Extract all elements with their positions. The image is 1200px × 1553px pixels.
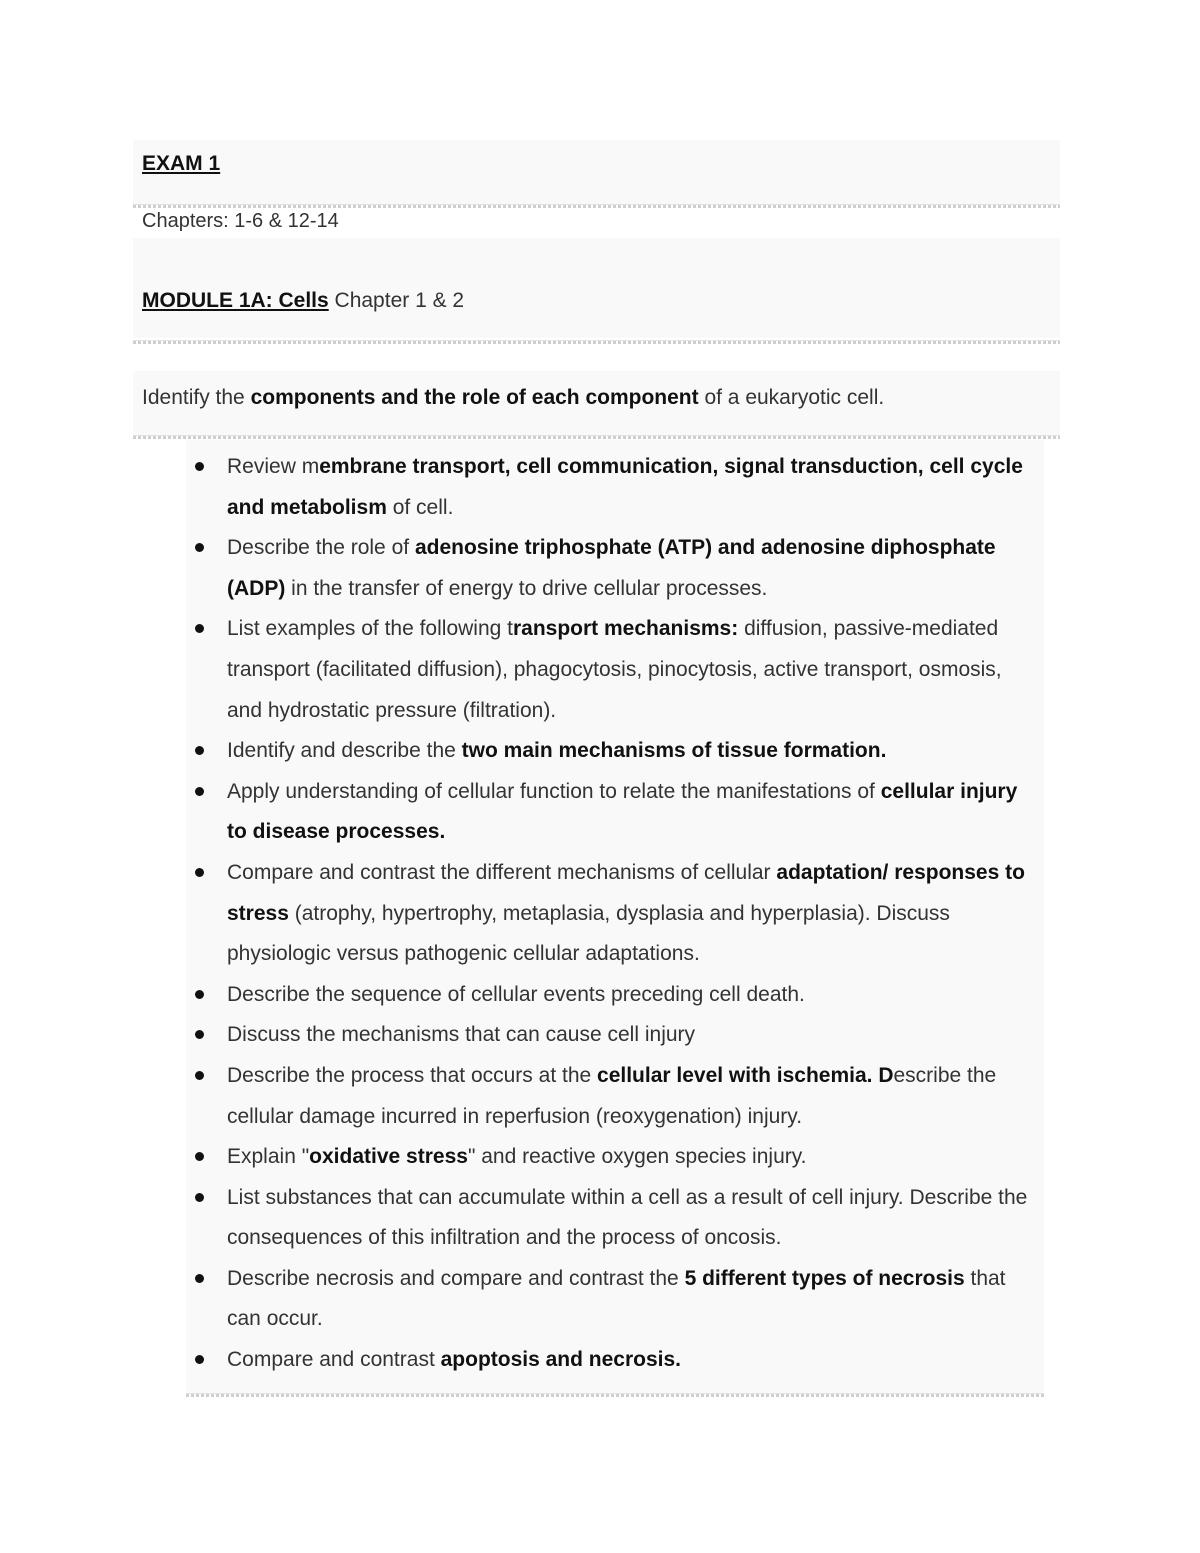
objective-text: that can occur.	[227, 1266, 1006, 1331]
exam-title: EXAM 1	[142, 152, 221, 175]
objective-text-bold: two main mechanisms of tissue formation.	[461, 739, 887, 763]
objective-text: Discuss the mechanisms that can cause cell injury	[227, 1023, 696, 1047]
objective-item	[186, 609, 1036, 731]
bullet-icon	[195, 462, 204, 471]
module-block	[133, 238, 1060, 338]
module-title: MODULE 1A: Cells	[142, 289, 329, 312]
module-heading	[142, 289, 464, 313]
objective-text: Apply understanding of cellular function to relate the manifestations of	[227, 779, 881, 803]
objective-text: escribe the cellular damage incurred in reperfusion (reoxygenation) injury.	[227, 1063, 997, 1128]
objective-item	[186, 1015, 1036, 1056]
objective-item	[186, 1340, 1036, 1381]
objective-item	[186, 447, 1036, 528]
objective-text: diffusion, passive-mediated transport (facilitated diffusion), phagocytosis, pinocytosis, active transport, osmosis, and hydrostatic pressure (filtration).	[227, 617, 1002, 722]
objective-text: Describe the process that occurs at the	[227, 1063, 598, 1087]
bullet-icon	[195, 543, 204, 552]
objective-text-bold: adenosine triphosphate (ATP) and adenosine diphosphate (ADP)	[227, 536, 996, 600]
bullet-icon	[195, 1071, 204, 1080]
objective-text: Compare and contrast the different mechanisms of cellular	[227, 860, 777, 884]
objective-text: in the transfer of energy to drive cellular processes.	[285, 576, 768, 600]
bullet-icon	[195, 868, 204, 877]
objective-text: Compare and contrast	[227, 1348, 441, 1372]
bullet-icon	[195, 1193, 204, 1202]
objective-text: " and reactive oxygen species injury.	[467, 1145, 807, 1169]
objective-text: (atrophy, hypertrophy, metaplasia, dysplasia and hyperplasia). Discuss physiologic versus pathogenic cellular adaptations.	[227, 901, 950, 966]
objective-item	[186, 1056, 1036, 1137]
objective-text-bold: 5 different types of necrosis	[684, 1266, 965, 1290]
bullet-icon	[195, 1274, 204, 1283]
objective-item	[186, 1259, 1036, 1340]
objective-text-bold: cellular injury to disease processes.	[227, 779, 1018, 844]
objective-item	[186, 772, 1036, 853]
identify-statement	[142, 386, 884, 410]
objective-item	[186, 528, 1036, 609]
chapters-line: Chapters: 1-6 & 12-14	[142, 210, 339, 232]
objective-item	[186, 853, 1036, 975]
bullet-icon	[195, 787, 204, 796]
objective-text: Describe the role of	[227, 536, 415, 560]
objective-text: Review m	[227, 455, 320, 478]
objective-text-bold: adaptation/ responses to stress	[227, 860, 1025, 925]
objective-text-bold: oxidative stress	[309, 1145, 468, 1169]
module-chapter-ref: Chapter 1 & 2	[328, 289, 465, 312]
objective-text: of cell.	[386, 495, 454, 519]
identify-text-post: of a eukaryotic cell.	[698, 386, 885, 409]
objective-text: List substances that can accumulate within a cell as a result of cell injury. Describe the consequences of this infiltration and the process of oncosis.	[227, 1185, 1028, 1250]
bullet-icon	[195, 624, 204, 633]
title-divider	[133, 204, 1060, 208]
objective-text: Explain "	[227, 1145, 310, 1169]
bullet-icon	[195, 746, 204, 755]
objective-item	[186, 1178, 1036, 1259]
objective-text-bold: apoptosis and necrosis.	[440, 1348, 682, 1372]
objective-text: Identify and describe the	[227, 739, 462, 763]
identify-text-bold: components and the role of each component	[250, 386, 699, 409]
bullet-icon	[195, 1355, 204, 1364]
objective-text-bold: D	[878, 1063, 894, 1087]
objective-text: List examples of the following t	[227, 617, 513, 641]
bullet-icon	[195, 990, 204, 999]
objective-item	[186, 1137, 1036, 1178]
identify-text-pre: Identify the	[142, 386, 251, 409]
objective-item	[186, 731, 1036, 772]
objective-text-bold: cellular level with ischemia.	[597, 1063, 873, 1087]
objective-text-bold: ransport mechanisms:	[512, 617, 739, 641]
bullet-icon	[195, 1152, 204, 1161]
module-divider	[133, 340, 1060, 344]
objective-item	[186, 975, 1036, 1016]
identify-divider	[133, 435, 1060, 439]
bullet-icon	[195, 1030, 204, 1039]
title-block	[133, 140, 1060, 204]
objective-text: Describe necrosis and compare and contrast the	[227, 1266, 685, 1290]
objectives-divider	[186, 1393, 1044, 1397]
objective-text-bold: embrane transport, cell communication, signal transduction, cell cycle and metabolism	[227, 455, 1023, 519]
objective-text: Describe the sequence of cellular events preceding cell death.	[227, 982, 805, 1006]
objectives-list	[186, 447, 1036, 1381]
